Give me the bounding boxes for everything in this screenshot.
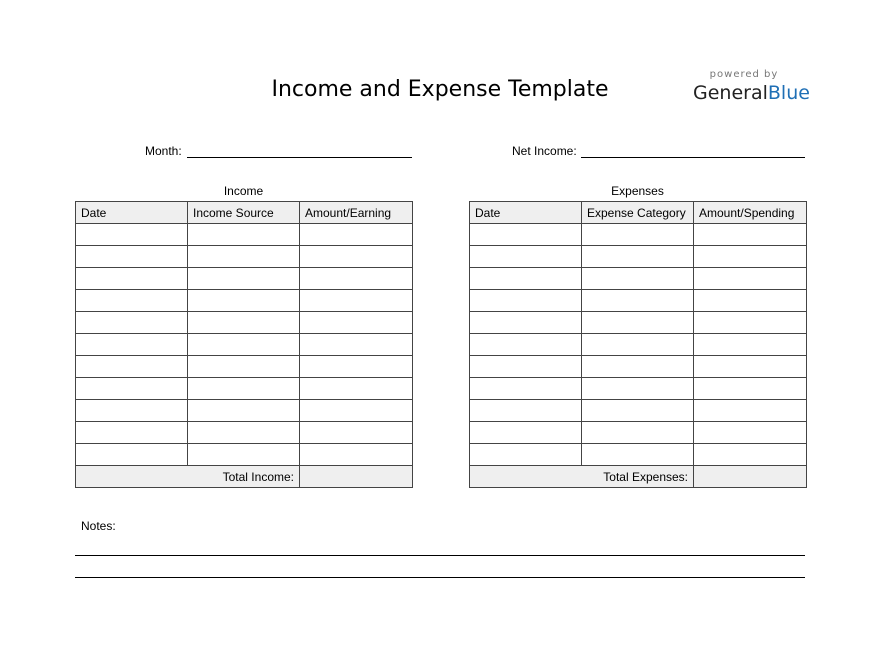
expenses-header-row bbox=[470, 202, 807, 224]
month-label: Month: bbox=[145, 144, 182, 158]
brand-name-part2: Blue bbox=[767, 82, 810, 104]
income-col-amount: Amount/Earning bbox=[300, 202, 413, 224]
income-entry-cell[interactable] bbox=[188, 312, 300, 334]
expenses-entry-cell[interactable] bbox=[582, 246, 694, 268]
powered-by-text: powered by bbox=[709, 69, 779, 80]
expenses-entry-cell[interactable] bbox=[694, 400, 807, 422]
expenses-entry-row bbox=[470, 356, 807, 378]
expenses-entry-cell[interactable] bbox=[470, 400, 582, 422]
income-entry-cell[interactable] bbox=[76, 378, 188, 400]
month-field[interactable] bbox=[187, 157, 412, 158]
expenses-section-title: Expenses bbox=[611, 184, 664, 198]
income-col-source: Income Source bbox=[188, 202, 300, 224]
brand-name-part1: General bbox=[693, 82, 768, 104]
income-entry-cell[interactable] bbox=[300, 334, 413, 356]
income-entry-cell[interactable] bbox=[76, 246, 188, 268]
income-entry-cell[interactable] bbox=[188, 246, 300, 268]
expenses-table bbox=[469, 201, 807, 488]
income-entry-cell[interactable] bbox=[188, 422, 300, 444]
expenses-entry-cell[interactable] bbox=[582, 378, 694, 400]
expenses-entry-row bbox=[470, 268, 807, 290]
income-entry-cell[interactable] bbox=[300, 290, 413, 312]
income-entry-cell[interactable] bbox=[300, 378, 413, 400]
expenses-total-label: Total Expenses: bbox=[470, 466, 694, 488]
expenses-entry-cell[interactable] bbox=[582, 312, 694, 334]
expenses-entry-row bbox=[470, 290, 807, 312]
income-entry-row bbox=[76, 334, 413, 356]
net-income-field[interactable] bbox=[581, 157, 805, 158]
expenses-entry-cell[interactable] bbox=[470, 224, 582, 246]
brand-logo bbox=[693, 69, 810, 104]
expenses-entry-cell[interactable] bbox=[694, 268, 807, 290]
income-entry-cell[interactable] bbox=[188, 290, 300, 312]
income-entry-cell[interactable] bbox=[300, 224, 413, 246]
income-entry-cell[interactable] bbox=[76, 268, 188, 290]
income-entry-cell[interactable] bbox=[188, 334, 300, 356]
income-entry-cell[interactable] bbox=[300, 422, 413, 444]
income-entry-row bbox=[76, 422, 413, 444]
income-entry-row bbox=[76, 290, 413, 312]
expenses-entry-cell[interactable] bbox=[470, 444, 582, 466]
expenses-entry-cell[interactable] bbox=[694, 312, 807, 334]
expenses-entry-cell[interactable] bbox=[694, 246, 807, 268]
expenses-entry-cell[interactable] bbox=[470, 312, 582, 334]
expenses-entry-row bbox=[470, 378, 807, 400]
income-entry-row bbox=[76, 246, 413, 268]
income-col-date: Date bbox=[76, 202, 188, 224]
income-entry-row bbox=[76, 356, 413, 378]
notes-label: Notes: bbox=[81, 519, 116, 533]
expenses-entry-row bbox=[470, 334, 807, 356]
income-entry-cell[interactable] bbox=[300, 444, 413, 466]
income-entry-cell[interactable] bbox=[188, 444, 300, 466]
income-entry-cell[interactable] bbox=[300, 246, 413, 268]
income-entry-cell[interactable] bbox=[188, 356, 300, 378]
expenses-entry-row bbox=[470, 246, 807, 268]
income-entry-row bbox=[76, 378, 413, 400]
expenses-entry-cell[interactable] bbox=[694, 224, 807, 246]
income-entry-cell[interactable] bbox=[76, 224, 188, 246]
income-table bbox=[75, 201, 413, 488]
expenses-entry-row bbox=[470, 224, 807, 246]
expenses-entry-cell[interactable] bbox=[470, 268, 582, 290]
expenses-entry-cell[interactable] bbox=[694, 290, 807, 312]
income-entry-row bbox=[76, 400, 413, 422]
income-entry-cell[interactable] bbox=[300, 356, 413, 378]
income-entry-row bbox=[76, 268, 413, 290]
net-income-label: Net Income: bbox=[512, 144, 577, 158]
income-entry-cell[interactable] bbox=[300, 312, 413, 334]
income-total-cell[interactable] bbox=[300, 466, 413, 488]
expenses-entry-row bbox=[470, 422, 807, 444]
expenses-entry-cell[interactable] bbox=[582, 224, 694, 246]
income-entry-cell[interactable] bbox=[300, 268, 413, 290]
income-entry-cell[interactable] bbox=[76, 444, 188, 466]
expenses-entry-cell[interactable] bbox=[694, 378, 807, 400]
expenses-entry-cell[interactable] bbox=[582, 290, 694, 312]
expenses-entry-cell[interactable] bbox=[582, 334, 694, 356]
income-entry-cell[interactable] bbox=[188, 268, 300, 290]
notes-line[interactable] bbox=[75, 555, 805, 556]
income-header-row bbox=[76, 202, 413, 224]
income-total-label: Total Income: bbox=[76, 466, 300, 488]
expenses-entry-cell[interactable] bbox=[694, 444, 807, 466]
brand-name bbox=[693, 82, 810, 104]
income-entry-cell[interactable] bbox=[76, 290, 188, 312]
expenses-entry-cell[interactable] bbox=[470, 422, 582, 444]
income-entry-cell[interactable] bbox=[76, 356, 188, 378]
income-entry-cell[interactable] bbox=[76, 400, 188, 422]
expenses-entry-cell[interactable] bbox=[470, 378, 582, 400]
income-entry-row bbox=[76, 444, 413, 466]
income-entry-cell[interactable] bbox=[188, 378, 300, 400]
income-entry-cell[interactable] bbox=[300, 400, 413, 422]
notes-line[interactable] bbox=[75, 577, 805, 578]
expenses-entry-row bbox=[470, 444, 807, 466]
expenses-entry-cell[interactable] bbox=[582, 444, 694, 466]
income-entry-cell[interactable] bbox=[76, 312, 188, 334]
expenses-col-category: Expense Category bbox=[582, 202, 694, 224]
expenses-entry-cell[interactable] bbox=[694, 334, 807, 356]
expenses-entry-cell[interactable] bbox=[470, 334, 582, 356]
expenses-entry-cell[interactable] bbox=[582, 400, 694, 422]
expenses-entry-cell[interactable] bbox=[470, 290, 582, 312]
expenses-col-amount: Amount/Spending bbox=[694, 202, 807, 224]
expenses-entry-row bbox=[470, 400, 807, 422]
income-entry-cell[interactable] bbox=[76, 422, 188, 444]
expenses-entry-cell[interactable] bbox=[582, 422, 694, 444]
page-title: Income and Expense Template bbox=[271, 77, 609, 102]
expenses-entry-cell[interactable] bbox=[582, 268, 694, 290]
expenses-entry-cell[interactable] bbox=[470, 246, 582, 268]
expenses-entry-cell[interactable] bbox=[694, 356, 807, 378]
expenses-entry-cell[interactable] bbox=[694, 422, 807, 444]
expenses-entry-cell[interactable] bbox=[470, 356, 582, 378]
income-entry-row bbox=[76, 312, 413, 334]
income-entry-row bbox=[76, 224, 413, 246]
expenses-total-cell[interactable] bbox=[694, 466, 807, 488]
expenses-col-date: Date bbox=[470, 202, 582, 224]
income-total-row bbox=[76, 466, 413, 488]
income-entry-cell[interactable] bbox=[188, 224, 300, 246]
income-entry-cell[interactable] bbox=[76, 334, 188, 356]
expenses-total-row bbox=[470, 466, 807, 488]
expenses-entry-cell[interactable] bbox=[582, 356, 694, 378]
expenses-entry-row bbox=[470, 312, 807, 334]
income-section-title: Income bbox=[223, 184, 264, 198]
income-entry-cell[interactable] bbox=[188, 400, 300, 422]
